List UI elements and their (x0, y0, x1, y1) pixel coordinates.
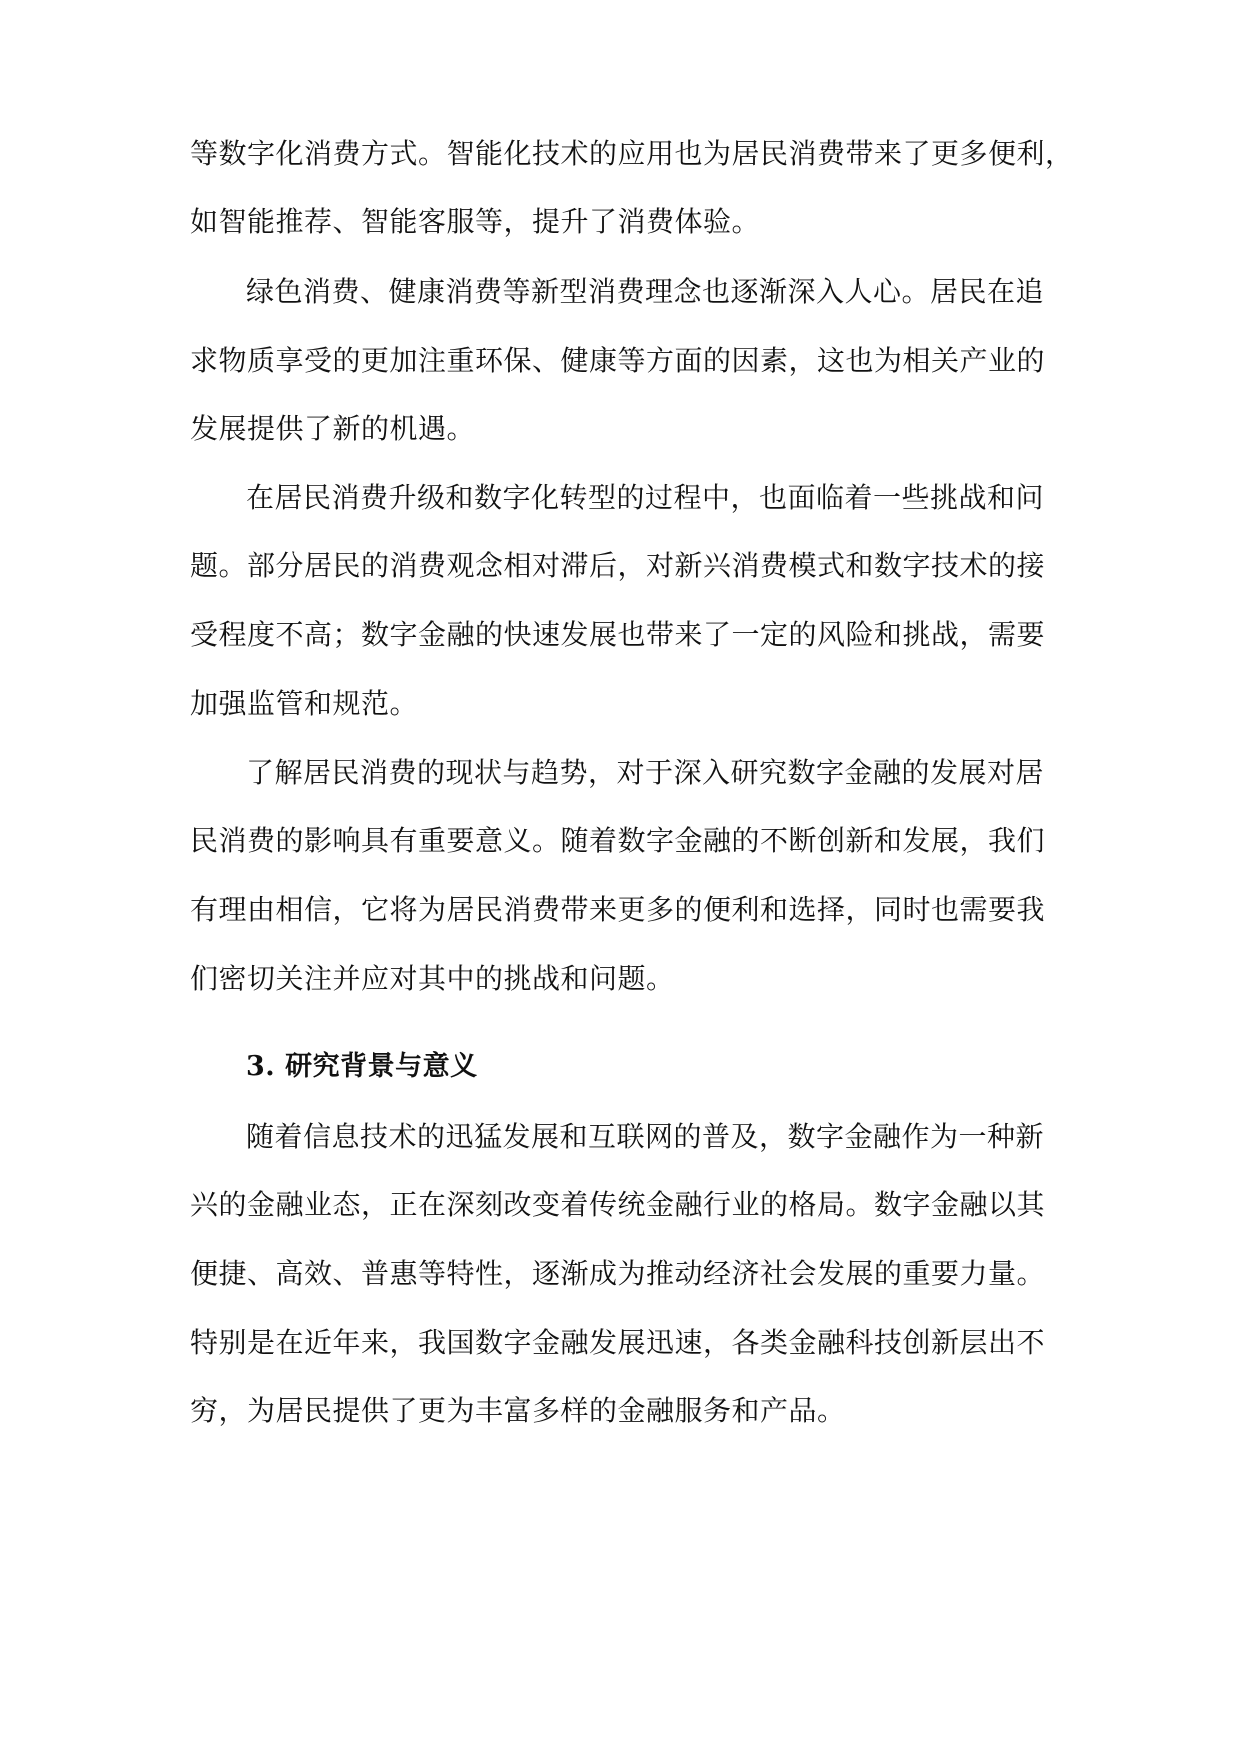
paragraph-line: 穷，为居民提供了更为丰富多样的金融服务和产品。 (190, 1394, 846, 1427)
paragraph-line: 兴的金融业态，正在深刻改变着传统金融行业的格局。数字金融以其 (190, 1188, 1046, 1221)
paragraph-line: 等数字化消费方式。智能化技术的应用也为居民消费带来了更多便利， (190, 137, 1074, 170)
paragraph-line: 在居民消费升级和数字化转型的过程中，也面临着一些挑战和问 (246, 481, 1045, 514)
section-heading: 3. 研究背景与意义 (246, 1051, 478, 1082)
paragraph-line: 受程度不高；数字金融的快速发展也带来了一定的风险和挑战，需要 (190, 618, 1046, 651)
paragraph-line: 加强监管和规范。 (190, 687, 419, 720)
paragraph-line: 有理由相信，它将为居民消费带来更多的便利和选择，同时也需要我 (190, 893, 1046, 926)
paragraph-line: 民消费的影响具有重要意义。随着数字金融的不断创新和发展，我们 (190, 824, 1046, 857)
paragraph-line: 题。部分居民的消费观念相对滞后，对新兴消费模式和数字技术的接 (190, 549, 1046, 582)
paragraph-line: 了解居民消费的现状与趋势，对于深入研究数字金融的发展对居 (246, 756, 1045, 789)
paragraph-line: 绿色消费、健康消费等新型消费理念也逐渐深入人心。居民在追 (246, 275, 1045, 308)
paragraph-line: 便捷、高效、普惠等特性，逐渐成为推动经济社会发展的重要力量。 (190, 1257, 1046, 1290)
paragraph-line: 特别是在近年来，我国数字金融发展迅速，各类金融科技创新层出不 (190, 1326, 1046, 1359)
paragraph-line: 随着信息技术的迅猛发展和互联网的普及，数字金融作为一种新 (246, 1120, 1045, 1153)
paragraph-line: 们密切关注并应对其中的挑战和问题。 (190, 962, 675, 995)
paragraph-line: 求物质享受的更加注重环保、健康等方面的因素，这也为相关产业的 (190, 344, 1046, 377)
paragraph-line: 发展提供了新的机遇。 (190, 412, 476, 445)
paragraph-line: 如智能推荐、智能客服等，提升了消费体验。 (190, 205, 761, 238)
